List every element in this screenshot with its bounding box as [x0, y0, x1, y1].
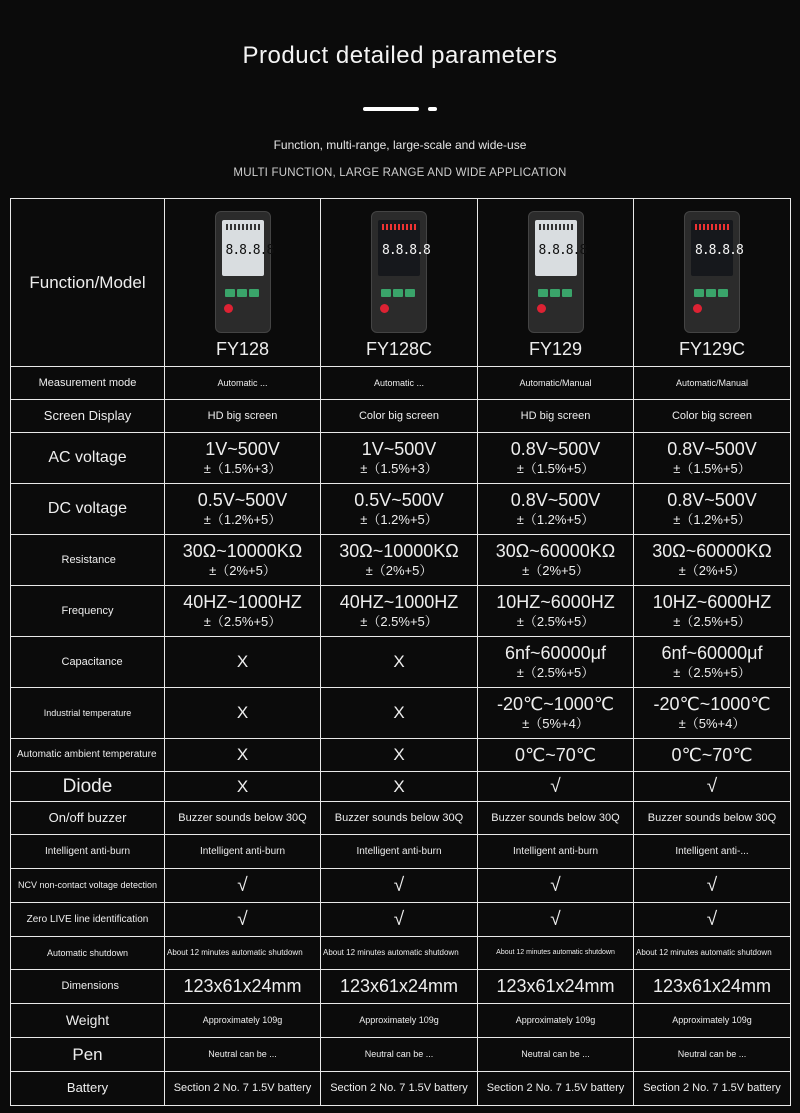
spec-value: Neutral can be ...	[165, 1038, 321, 1072]
row-label: On/off buzzer	[11, 802, 165, 835]
spec-value: 30Ω~60000KΩ ±（2%+5）	[478, 535, 634, 586]
model-cell-fy129c	[634, 199, 791, 367]
spec-value: 6nf~60000μf ±（2.5%+5）	[478, 637, 634, 688]
spec-value: Section 2 No. 7 1.5V battery	[165, 1072, 321, 1106]
spec-value: 123x61x24mm	[321, 970, 478, 1004]
spec-value: 40HZ~1000HZ ±（2.5%+5）	[165, 586, 321, 637]
spec-value: -20℃~1000℃ ±（5%+4）	[634, 688, 791, 739]
model-cell-fy128c	[321, 199, 478, 367]
spec-value: Buzzer sounds below 30Q	[321, 802, 478, 835]
spec-value: 0.8V~500V ±（1.2%+5）	[634, 484, 791, 535]
model-header-row	[11, 199, 791, 367]
row-label: Automatic ambient temperature	[11, 739, 165, 772]
row-label: Intelligent anti-burn	[11, 835, 165, 869]
spec-value: 123x61x24mm	[634, 970, 791, 1004]
row-label: Capacitance	[11, 637, 165, 688]
table-row	[11, 903, 791, 937]
row-label: Frequency	[11, 586, 165, 637]
spec-value: 0.5V~500V ±（1.2%+5）	[321, 484, 478, 535]
spec-value: 1V~500V ±（1.5%+3）	[321, 433, 478, 484]
row-label: Weight	[11, 1004, 165, 1038]
row-label: Industrial temperature	[11, 688, 165, 739]
title-underline	[363, 107, 419, 111]
row-label: Battery	[11, 1072, 165, 1106]
table-row	[11, 433, 791, 484]
spec-value: Automatic ...	[321, 367, 478, 400]
spec-value: About 12 minutes automatic shutdown	[478, 937, 634, 970]
not-supported-mark: X	[321, 739, 478, 772]
spec-value: 0.8V~500V ±（1.5%+5）	[478, 433, 634, 484]
spec-value: Section 2 No. 7 1.5V battery	[478, 1072, 634, 1106]
spec-value: About 12 minutes automatic shutdown	[634, 937, 791, 970]
row-label: Resistance	[11, 535, 165, 586]
table-row	[11, 535, 791, 586]
spec-value: 0.5V~500V ±（1.2%+5）	[165, 484, 321, 535]
spec-value: HD big screen	[165, 400, 321, 433]
spec-value: Neutral can be ...	[634, 1038, 791, 1072]
model-name: FY129C	[678, 339, 746, 360]
not-supported-mark: X	[165, 739, 321, 772]
not-supported-mark: X	[321, 637, 478, 688]
not-supported-mark: X	[165, 637, 321, 688]
spec-value: Automatic ...	[165, 367, 321, 400]
table-row	[11, 1072, 791, 1106]
spec-value: Buzzer sounds below 30Q	[478, 802, 634, 835]
row-label: NCV non-contact voltage detection	[11, 869, 165, 903]
table-row	[11, 835, 791, 869]
check-mark: √	[321, 903, 478, 937]
table-row	[11, 484, 791, 535]
row-label: Automatic shutdown	[11, 937, 165, 970]
spec-value: 0.8V~500V ±（1.2%+5）	[478, 484, 634, 535]
model-name: FY128	[215, 339, 270, 360]
row-label: AC voltage	[11, 433, 165, 484]
corner-label: Function/Model	[11, 199, 165, 367]
table-row	[11, 688, 791, 739]
spec-table	[10, 198, 791, 1106]
multimeter-image: 8.8.8.8	[684, 211, 740, 333]
spec-value: Color big screen	[321, 400, 478, 433]
spec-value: Approximately 109g	[165, 1004, 321, 1038]
spec-value: About 12 minutes automatic shutdown	[165, 937, 321, 970]
spec-value: Neutral can be ...	[478, 1038, 634, 1072]
table-row	[11, 739, 791, 772]
table-row	[11, 869, 791, 903]
row-label: Zero LIVE line identification	[11, 903, 165, 937]
row-label: Dimensions	[11, 970, 165, 1004]
not-supported-mark: X	[165, 688, 321, 739]
spec-value: Intelligent anti-burn	[478, 835, 634, 869]
not-supported-mark: X	[321, 688, 478, 739]
title-underline-dot	[428, 107, 437, 111]
multimeter-image: 8.8.8.8	[215, 211, 271, 333]
subtitle-english-caps: MULTI FUNCTION, LARGE RANGE AND WIDE APPLICATION	[233, 167, 567, 179]
spec-value: 6nf~60000μf ±（2.5%+5）	[634, 637, 791, 688]
row-label: Diode	[11, 772, 165, 802]
spec-value: Approximately 109g	[478, 1004, 634, 1038]
row-label: Pen	[11, 1038, 165, 1072]
table-row	[11, 802, 791, 835]
spec-value: Intelligent anti-burn	[321, 835, 478, 869]
spec-value: -20℃~1000℃ ±（5%+4）	[478, 688, 634, 739]
row-label: DC voltage	[11, 484, 165, 535]
check-mark: √	[165, 869, 321, 903]
table-row	[11, 772, 791, 802]
spec-value: 0℃~70℃	[478, 739, 634, 772]
model-name: FY129	[528, 339, 583, 360]
row-label: Screen Display	[11, 400, 165, 433]
spec-value: 30Ω~10000KΩ ±（2%+5）	[165, 535, 321, 586]
spec-value: Approximately 109g	[634, 1004, 791, 1038]
spec-value: Approximately 109g	[321, 1004, 478, 1038]
spec-value: Automatic/Manual	[478, 367, 634, 400]
table-row	[11, 637, 791, 688]
check-mark: √	[634, 903, 791, 937]
check-mark: √	[634, 772, 791, 802]
not-supported-mark: X	[321, 772, 478, 802]
multimeter-image: 8.8.8.8	[528, 211, 584, 333]
spec-value: 40HZ~1000HZ ±（2.5%+5）	[321, 586, 478, 637]
table-row	[11, 1004, 791, 1038]
spec-value: Buzzer sounds below 30Q	[165, 802, 321, 835]
spec-value: Buzzer sounds below 30Q	[634, 802, 791, 835]
spec-value: 30Ω~10000KΩ ±（2%+5）	[321, 535, 478, 586]
spec-value: Intelligent anti-burn	[165, 835, 321, 869]
check-mark: √	[165, 903, 321, 937]
table-row	[11, 400, 791, 433]
spec-value: 10HZ~6000HZ ±（2.5%+5）	[634, 586, 791, 637]
spec-value: Section 2 No. 7 1.5V battery	[321, 1072, 478, 1106]
spec-value: 0.8V~500V ±（1.5%+5）	[634, 433, 791, 484]
spec-value: 123x61x24mm	[478, 970, 634, 1004]
spec-value: Neutral can be ...	[321, 1038, 478, 1072]
spec-value: Automatic/Manual	[634, 367, 791, 400]
spec-value: 10HZ~6000HZ ±（2.5%+5）	[478, 586, 634, 637]
spec-value: Color big screen	[634, 400, 791, 433]
check-mark: √	[321, 869, 478, 903]
table-row	[11, 586, 791, 637]
table-row	[11, 367, 791, 400]
multimeter-image: 8.8.8.8	[371, 211, 427, 333]
spec-value: Section 2 No. 7 1.5V battery	[634, 1072, 791, 1106]
table-row	[11, 970, 791, 1004]
spec-value: Intelligent anti-...	[634, 835, 791, 869]
page-title: Product detailed parameters	[242, 42, 558, 69]
table-row	[11, 937, 791, 970]
check-mark: √	[478, 772, 634, 802]
spec-value: HD big screen	[478, 400, 634, 433]
spec-value: 123x61x24mm	[165, 970, 321, 1004]
model-name: FY128C	[365, 339, 433, 360]
spec-value: About 12 minutes automatic shutdown	[321, 937, 478, 970]
model-cell-fy129	[478, 199, 634, 367]
not-supported-mark: X	[165, 772, 321, 802]
check-mark: √	[478, 903, 634, 937]
table-row	[11, 1038, 791, 1072]
spec-value: 0℃~70℃	[634, 739, 791, 772]
spec-value: 1V~500V ±（1.5%+3）	[165, 433, 321, 484]
model-cell-fy128	[165, 199, 321, 367]
subtitle: Function, multi-range, large-scale and wide-use	[273, 138, 527, 152]
row-label: Measurement mode	[11, 367, 165, 400]
check-mark: √	[478, 869, 634, 903]
spec-value: 30Ω~60000KΩ ±（2%+5）	[634, 535, 791, 586]
check-mark: √	[634, 869, 791, 903]
